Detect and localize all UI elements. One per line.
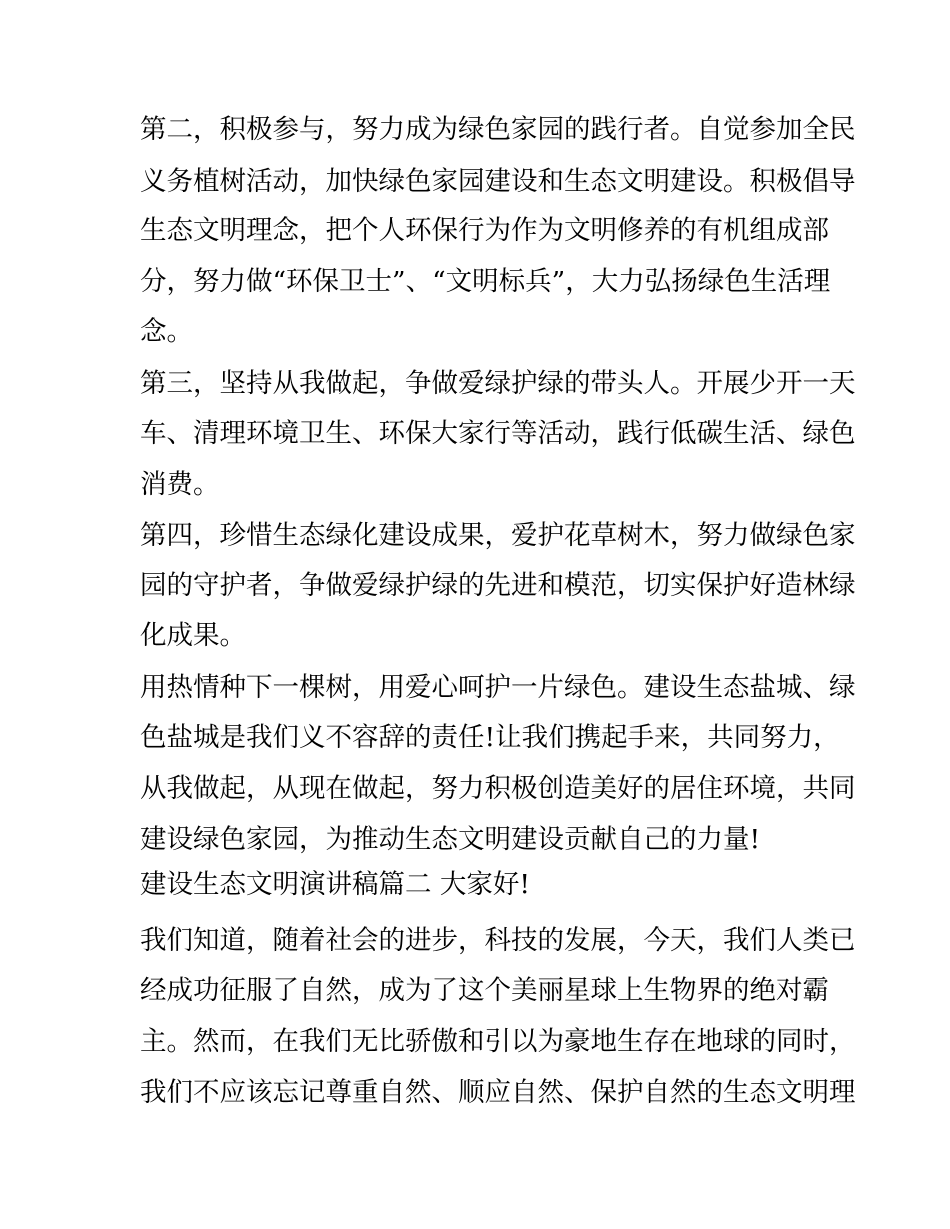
text-line: 第二，积极参与，努力成为绿色家园的践行者。自觉参加全民 [140, 114, 856, 145]
text-line: 我们知道，随着社会的进步，科技的发展，今天，我们人类已 [140, 925, 856, 956]
text-line: 第四，珍惜生态绿化建设成果，爱护花草树木，努力做绿色家 [140, 520, 856, 551]
text-line: 念。 [140, 316, 193, 347]
text-line: 从我做起，从现在做起，努力积极创造美好的居住环境，共同 [140, 773, 856, 804]
text-line: 经成功征服了自然，成为了这个美丽星球上生物界的绝对霸 [140, 975, 829, 1006]
text-line: 第三，坚持从我做起，争做爱绿护绿的带头人。开展少开一天 [140, 368, 856, 399]
text-line: 色盐城是我们义不容辞的责任!让我们携起手来，共同努力， [140, 722, 840, 753]
text-line: 建设绿色家园，为推动生态文明建设贡献自己的力量! [140, 824, 761, 855]
text-line: 义务植树活动，加快绿色家园建设和生态文明建设。积极倡导 [140, 166, 856, 197]
text-line: 建设生态文明演讲稿篇二 大家好! [140, 869, 531, 900]
text-line: 园的守护者，争做爱绿护绿的先进和模范，切实保护好造林绿 [140, 570, 856, 601]
text-line: 车、清理环境卫生、环保大家行等活动，践行低碳生活、绿色 [140, 418, 856, 449]
text-line: 消费。 [140, 469, 220, 500]
text-line: 生态文明理念，把个人环保行为作为文明修养的有机组成部 [140, 215, 829, 246]
text-line: 我们不应该忘记尊重自然、顺应自然、保护自然的生态文明理 [140, 1077, 856, 1108]
text-line: 用热情种下一棵树，用爱心呵护一片绿色。建设生态盐城、绿 [140, 672, 856, 703]
text-line: 分，努力做“环保卫士”、“文明标兵”，大力弘扬绿色生活理 [140, 266, 831, 297]
text-line: 主。然而，在我们无比骄傲和引以为豪地生存在地球的同时， [140, 1026, 856, 1057]
text-line: 化成果。 [140, 620, 246, 651]
